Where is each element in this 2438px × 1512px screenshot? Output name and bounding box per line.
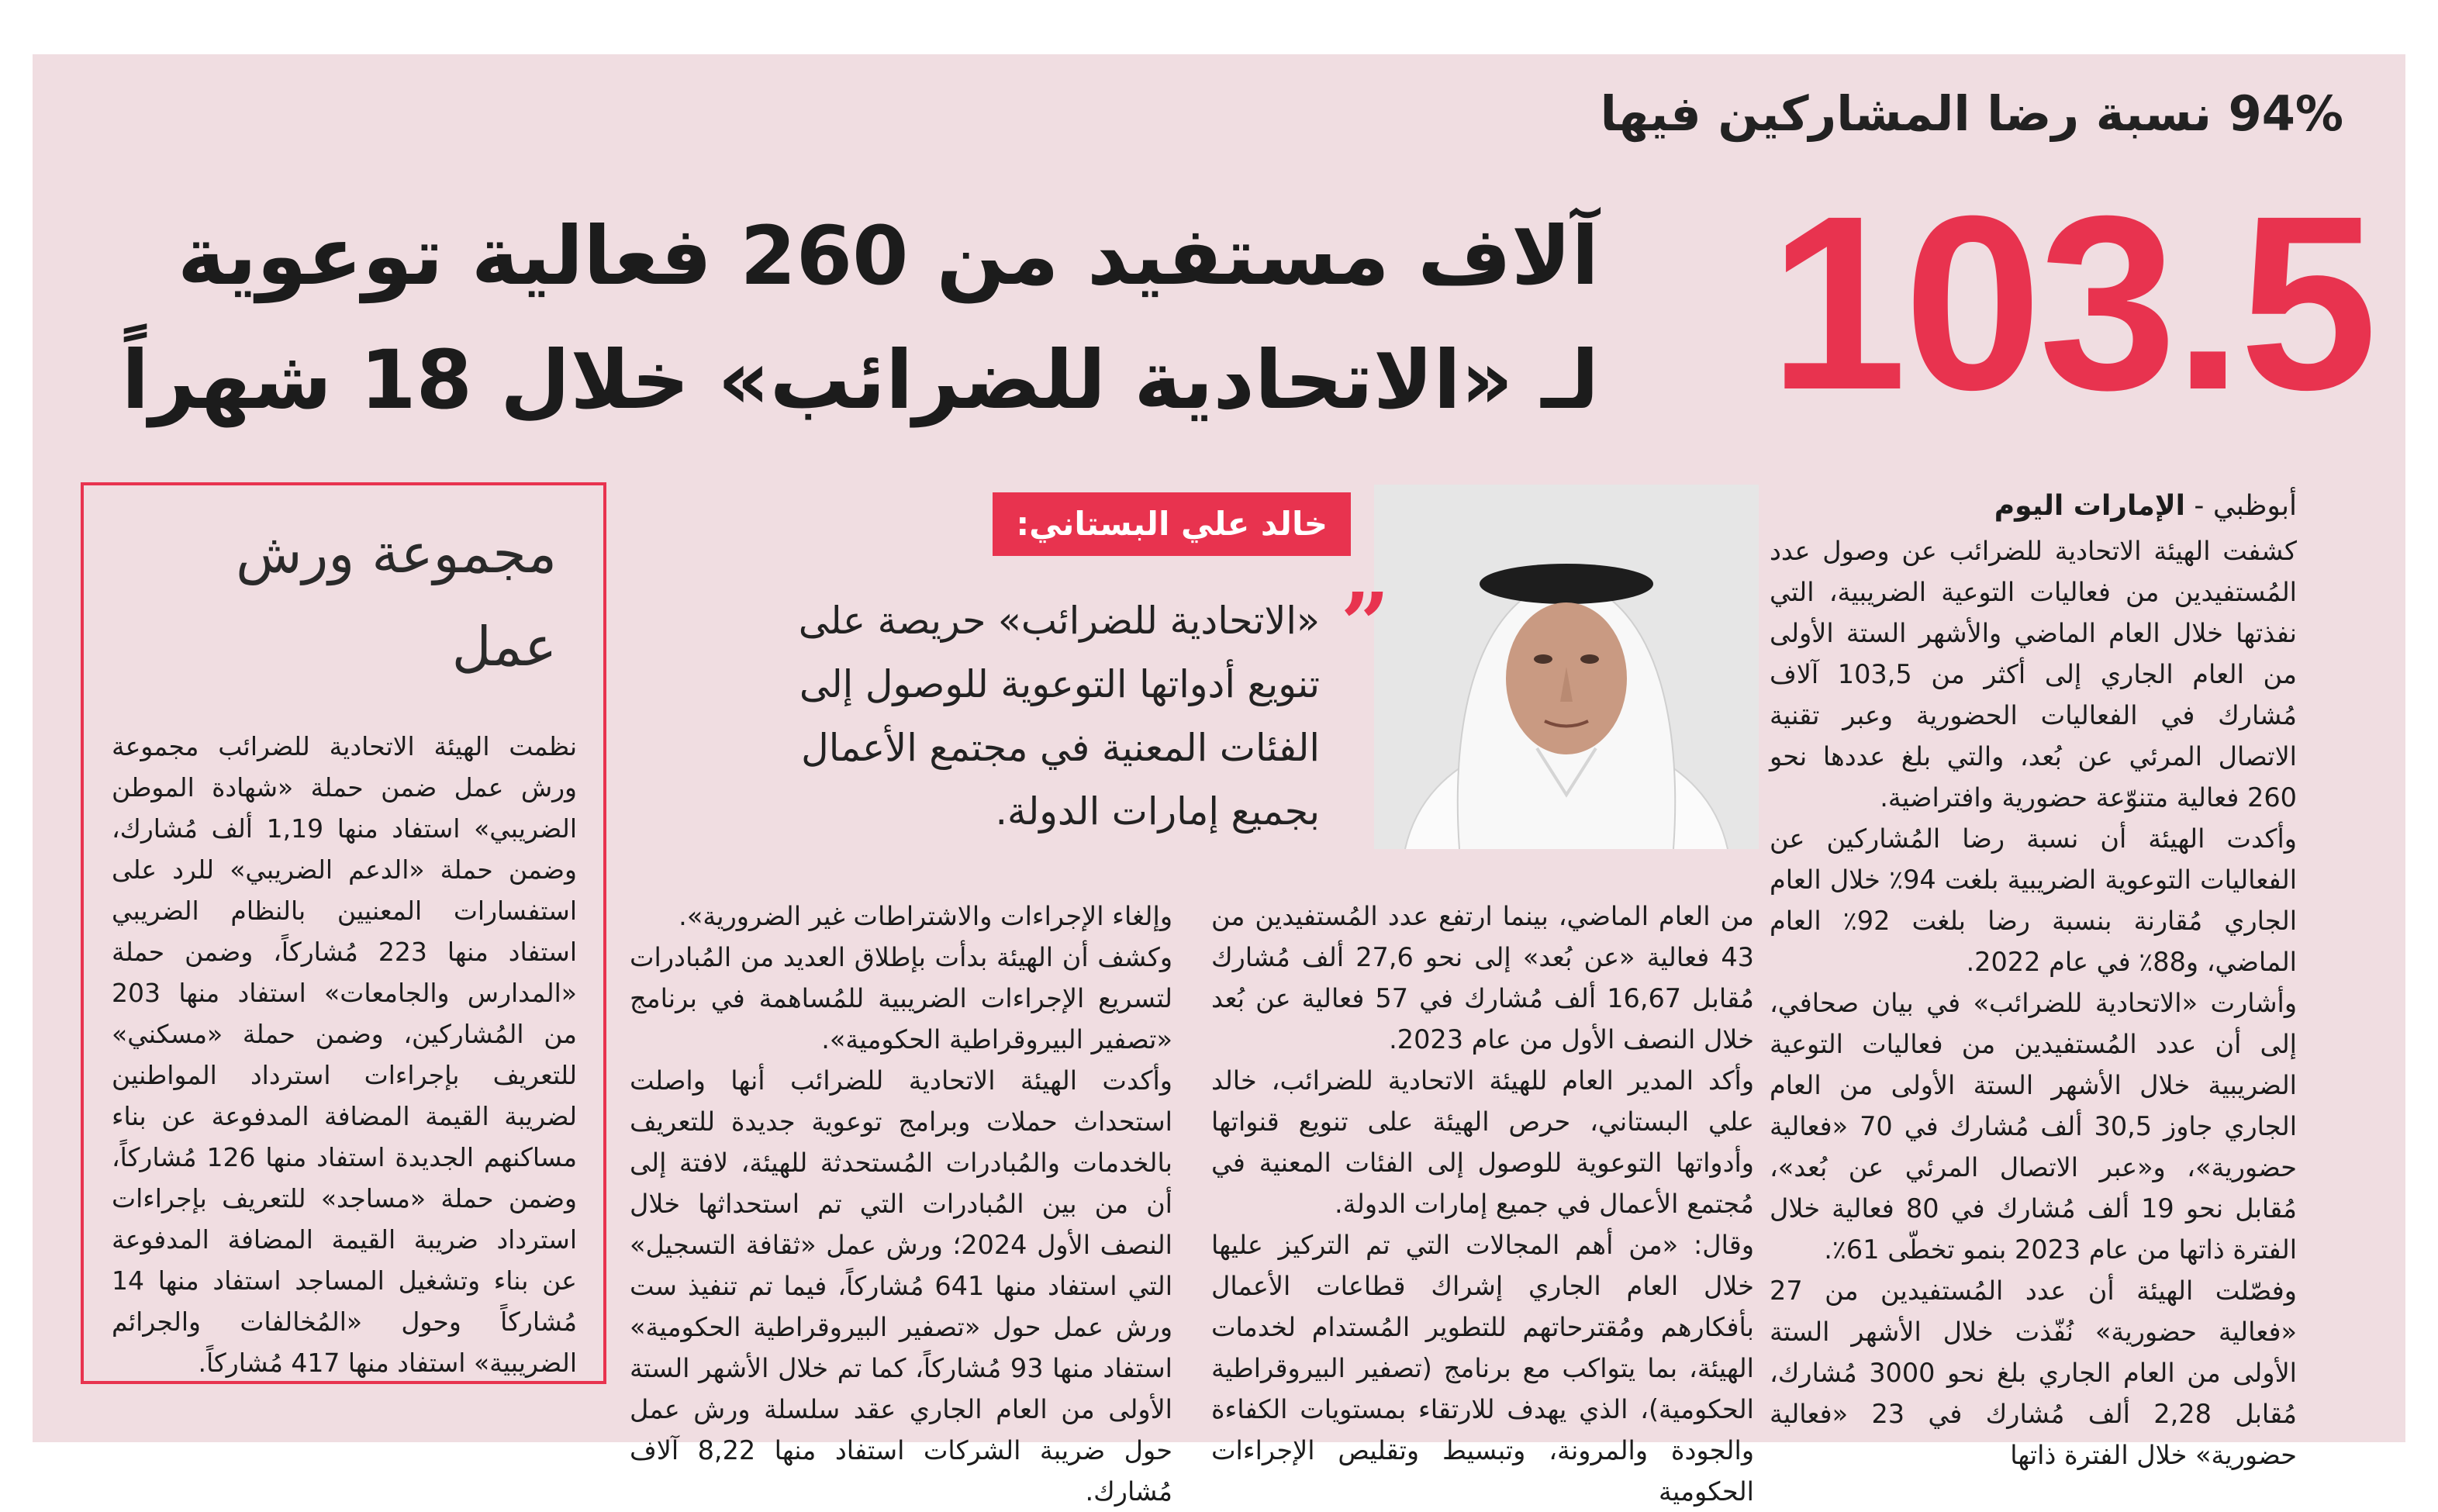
column-3-paragraph: وإلغاء الإجراءات والاشتراطات غير الضرورية».	[679, 901, 1172, 931]
column-1-paragraph: كشفت الهيئة الاتحادية للضرائب عن وصول عدد المُستفيدين من فعاليات التوعية الضريبية، التي نفذتها خلال العام الماضي والأشهر الستة الأولى من العام الجاري إلى أكثر من 103,5 آلاف مُشارك في الفعاليات الحضورية وعبر تقنية الاتصال المرئي عن بُعد، والتي بلغ عددها نحو 260 فعالية متنوّعة حضورية وافتراضية.	[1770, 536, 2298, 813]
column-2-paragraph: وقال: «من أهم المجالات التي تم التركيز عليها خلال العام الجاري إشراك قطاعات الأعمال بأفكارهم ومُقترحاتهم للتطوير المُستدام لخدمات الهيئة، بما يتواكب مع برنامج (تصفير البيروقراطية الحكومية)، الذي يهدف للارتقاء بمستويات الكفاءة والجودة والمرونة، وتبسيط وتقليص الإجراءات الحكومية	[1211, 1230, 1754, 1507]
column-3-paragraph: وكشف أن الهيئة بدأت بإطلاق العديد من المُبادرات لتسريع الإجراءات الضريبية للمُساهمة في برنامج «تصفير البيروقراطية الحكومية».	[630, 942, 1172, 1055]
headline-line-1: آلاف مستفيد من 260 فعالية توعوية	[177, 209, 1599, 303]
quote-mark-icon: ”	[1340, 574, 1390, 674]
quote-name: خالد علي البستاني:	[993, 492, 1351, 556]
portrait-illustration	[1374, 485, 1759, 849]
column-2-paragraph: من العام الماضي، بينما ارتفع عدد المُستفيدين من 43 فعالية «عن بُعد» إلى نحو 27,6 ألف مُشارك مُقابل 16,67 ألف مُشارك في 57 فعالية عن بُعد خلال النصف الأول من عام 2023.	[1211, 901, 1754, 1055]
sidebar-body: نظمت الهيئة الاتحادية للضرائب مجموعة ورش عمل ضمن حملة «شهادة الموطن الضريبي» استفاد منها 1,19 ألف مُشارك، وضمن حملة «الدعم الضريبي» للرد على استفسارات المعنيين بالنظام الضريبي استفاد منها 223 مُشاركاً، وضمن حملة «المدارس والجامعات» استفاد منها 203 من المُشاركين، وضمن حملة «مسكني» للتعريف بإجراءات استرداد المواطنين لضريبة القيمة المضافة المدفوعة عن بناء مساكنهم الجديدة استفاد منها 126 مُشاركاً، وضمن حملة «مساجد» للتعريف بإجراءات استرداد ضريبة القيمة المضافة المدفوعة عن بناء وتشغيل المساجد استفاد منها 14 مُشاركاً وحول «المُخالفات والجرائم الضريبية» استفاد منها 417 مُشاركاً.	[112, 731, 578, 1378]
column-1-paragraph: وفصّلت الهيئة أن عدد المُستفيدين من 27 «فعالية حضورية» نُفّذت خلال الأشهر الستة الأولى من العام الجاري بلغ نحو 3000 مُشارك، مُقابل 2,28 ألف مُشارك في 23 «فعالية حضورية» خلال الفترة ذاتها	[1770, 1276, 2297, 1470]
portrait-photo	[1374, 485, 1759, 849]
kicker: 94% نسبة رضا المشاركين فيها	[1600, 85, 2343, 142]
column-1-paragraph: وأكدت الهيئة أن نسبة رضا المُشاركين عن الفعاليات التوعوية الضريبية بلغت 94٪ خلال العام الجاري مُقارنة بنسبة رضا بلغت 92٪ العام الماضي، و88٪ في عام 2022.	[1770, 823, 2298, 977]
column-2-paragraph: وأكد المدير العام للهيئة الاتحادية للضرائب، خالد علي البستاني، حرص الهيئة على تنويع قنواتها وأدواتها التوعوية للوصول إلى الفئات المعنية في مُجتمع الأعمال في جميع إمارات الدولة.	[1211, 1065, 1754, 1219]
column-3-paragraph: وأكدت الهيئة الاتحادية للضرائب أنها واصلت استحداث حملات وبرامج توعوية جديدة للتعريف بالخدمات والمُبادرات المُستحدثة للهيئة، لافتة إلى أن من بين المُبادرات التي تم استحداثها خلال النصف الأول 2024؛ ورش عمل «ثقافة التسجيل» التي استفاد منها 641 مُشاركاً، فيما تم تنفيذ ست ورش عمل حول «تصفير البيروقراطية الحكومية» استفاد منها 93 مُشاركاً، كما تم خلال الأشهر الستة الأولى من العام الجاري عقد سلسلة ورش عمل حول ضريبة الشركات استفاد منها 8,22 آلاف مُشارك.	[630, 1065, 1173, 1507]
byline-city: أبوظبي -	[2184, 490, 2297, 522]
sidebar-title-line-1: مجموعة ورش	[236, 522, 557, 585]
column-3	[630, 896, 1172, 1512]
column-1	[1770, 530, 2297, 1476]
quote-text: «الاتحادية للضرائب» حريصة على تنويع أدواتها التوعوية للوصول إلى الفئات المعنية في مجتمع الأعمال بجميع إمارات الدولة.	[798, 599, 1320, 834]
column-2	[1211, 896, 1754, 1512]
sidebar-title-line-2: عمل	[451, 615, 557, 678]
column-1-paragraph: وأشارت «الاتحادية للضرائب» في بيان صحافي، إلى أن عدد المُستفيدين من فعاليات التوعية الضريبية خلال الأشهر الستة الأولى من العام الجاري جاوز 30,5 ألف مُشارك في 70 «فعالية حضورية»، و«عبر الاتصال المرئي عن بُعد»، مُقابل نحو 19 ألف مُشارك في 80 فعالية خلال الفترة ذاتها من عام 2023 بنمو تخطّى 61٪.	[1770, 988, 2297, 1265]
article-panel	[33, 54, 2405, 1507]
sidebar-box	[81, 482, 606, 1384]
big-number: 103.5	[1769, 164, 2374, 441]
headline-line-2: لـ «الاتحادية للضرائب» خلال 18 شهراً	[121, 333, 1599, 427]
byline-source: الإمارات اليوم	[1994, 490, 2185, 522]
headline	[64, 194, 1599, 442]
sidebar-title	[154, 507, 557, 693]
byline	[1832, 490, 2297, 522]
quote-name-box	[963, 492, 1351, 556]
